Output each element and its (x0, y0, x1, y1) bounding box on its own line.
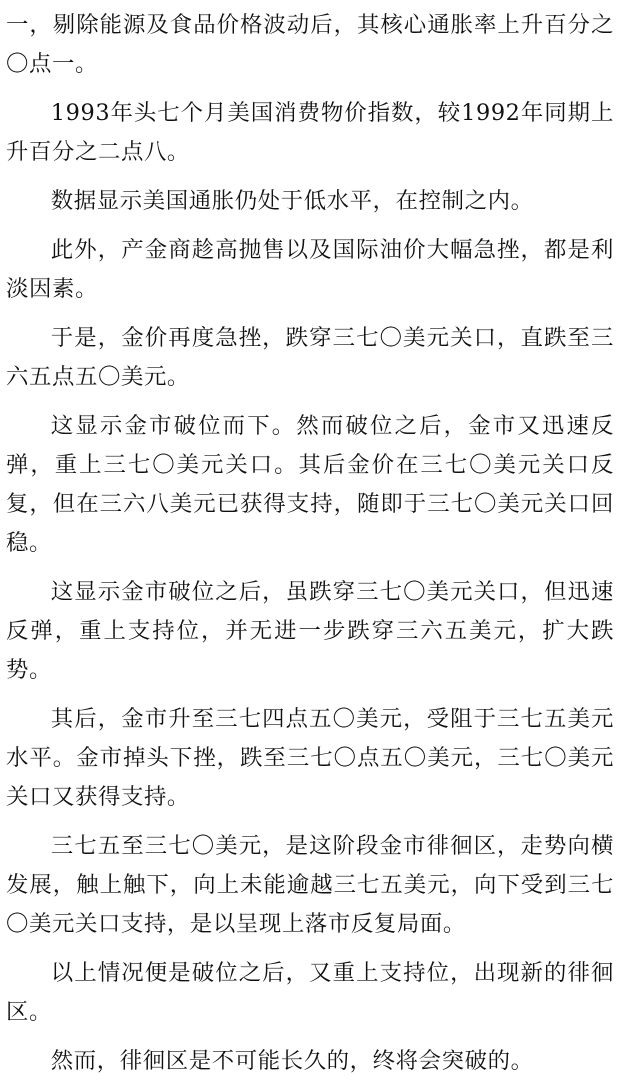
paragraph-new-range: 以上情况便是破位之后，又重上支持位，出现新的徘徊区。 (6, 960, 614, 1025)
paragraph-cpi-1993: 1993年头七个月美国消费物价指数，较1992年同期上升百分之二点八。 (6, 100, 614, 165)
paragraph-core-inflation: 一，剔除能源及食品价格波动后，其核心通胀率上升百分之〇点一。 (6, 12, 614, 77)
paragraph-breakout-expected: 然而，徘徊区是不可能长久的，终将会突破的。 (50, 1048, 534, 1074)
paragraph-inflation-low: 数据显示美国通胀仍处于低水平，在控制之内。 (50, 188, 534, 214)
paragraph-resistance-375: 其后，金市升至三七四点五〇美元，受阻于三七五美元水平。金市掉头下挫，跌至三七〇点五〇美元，三七〇美元关口又获得支持。 (6, 706, 614, 810)
paragraph-bearish-factors: 此外，产金商趁高抛售以及国际油价大幅急挫，都是利淡因素。 (6, 237, 614, 302)
paragraph-support-regained: 这显示金市破位之后，虽跌穿三七〇美元关口，但迅速反弹，重上支持位，并无进一步跌穿三六五美元，扩大跌势。 (6, 579, 614, 683)
paragraph-trading-range: 三七五至三七〇美元，是这阶段金市徘徊区，走势向横发展，触上触下，向上未能逾越三七五美元，向下受到三七〇美元关口支持，是以呈现上落市反复局面。 (6, 833, 614, 937)
paragraph-breakdown-rebound: 这显示金市破位而下。然而破位之后，金市又迅速反弹，重上三七〇美元关口。其后金价在三七〇美元关口反复，但在三六八美元已获得支持，随即于三七〇美元关口回稳。 (6, 413, 614, 556)
paragraph-gold-drop: 于是，金价再度急挫，跌穿三七〇美元关口，直跌至三六五点五〇美元。 (6, 325, 614, 390)
